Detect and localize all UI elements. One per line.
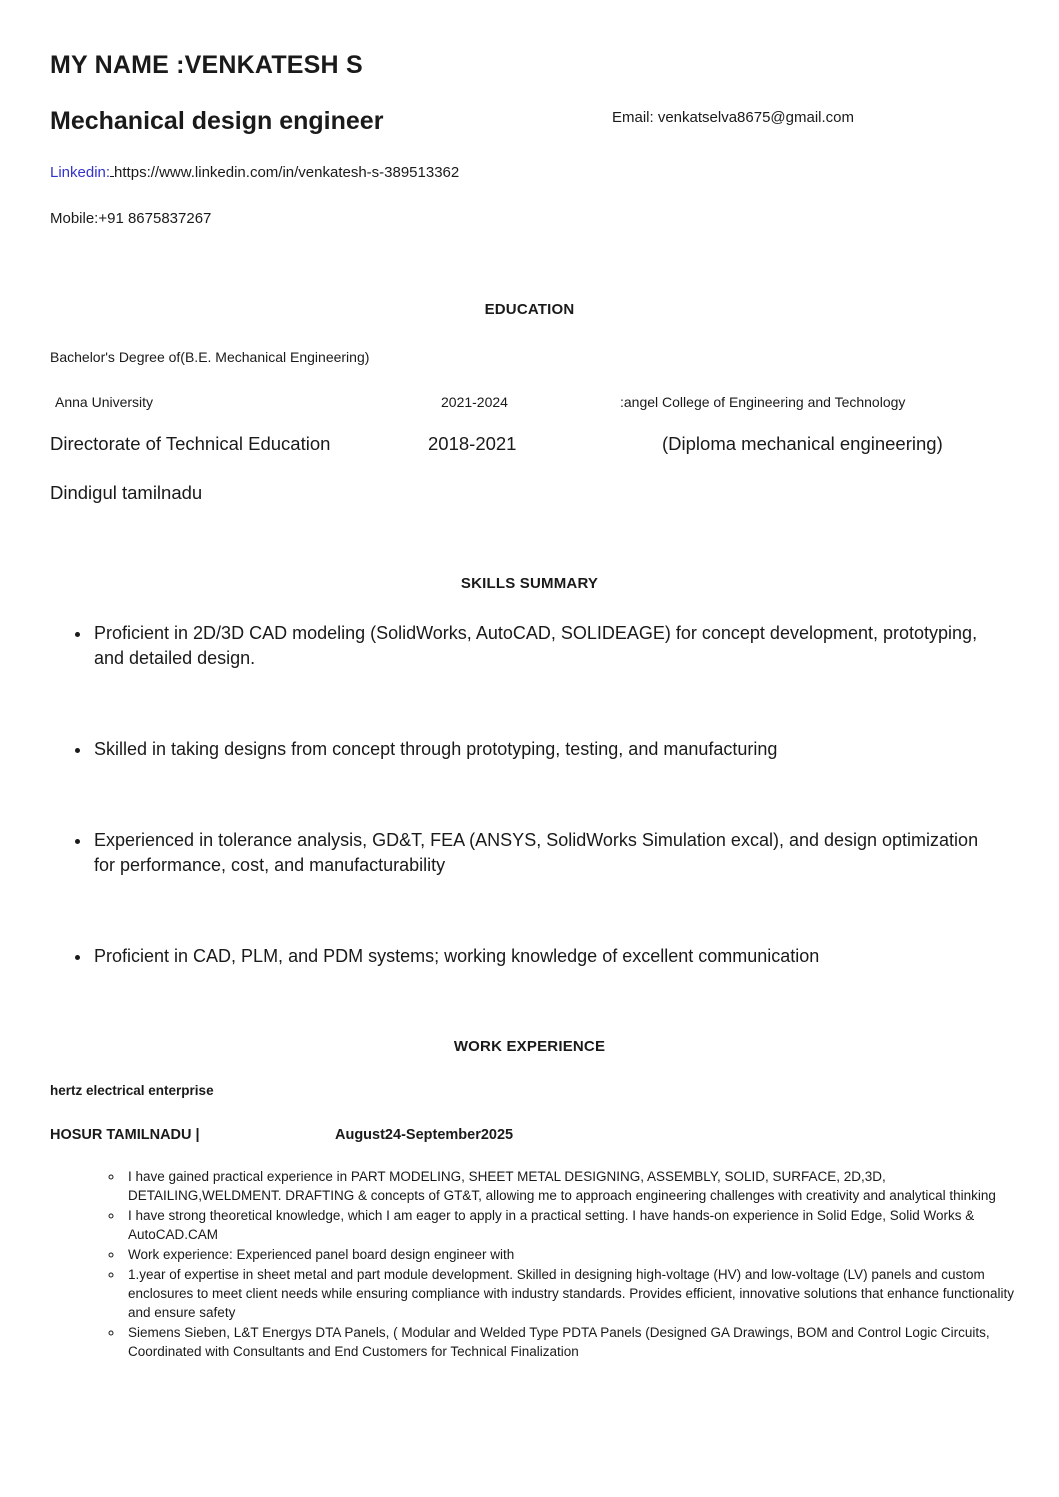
linkedin-link-label[interactable]: Linkedin: <box>50 164 111 181</box>
education-years: 2021-2024 <box>441 394 508 410</box>
linkedin-url[interactable]: https://www.linkedin.com/in/venkatesh-s-389513362 <box>114 164 460 181</box>
work-location: HOSUR TAMILNADU | <box>50 1127 200 1143</box>
work-bullet: ◦ I have strong theoretical knowledge, which I am eager to apply in a practical setting. I have hands-on experience in Solid Edge, Solid Works & AutoCAD.CAM <box>124 1206 1014 1244</box>
work-dates: August24-September2025 <box>335 1127 514 1143</box>
work-bullet: ◦ Work experience: Experienced panel board design engineer with <box>124 1245 1014 1264</box>
linkedin-line <box>50 163 1009 183</box>
skill-item: • Proficient in CAD, PLM, and PDM systems; working knowledge of excellent communication <box>92 944 997 969</box>
degree-line: Bachelor's Degree of(B.E. Mechanical Engineering) <box>50 349 370 365</box>
education-row-university <box>50 393 1009 411</box>
skill-item: • Skilled in taking designs from concept through prototyping, testing, and manufacturing <box>92 737 997 762</box>
education-row-diploma <box>50 432 1009 455</box>
skill-item: • Experienced in tolerance analysis, GD&T, FEA (ANSYS, SolidWorks Simulation excal), and design optimization for performance, cost, and manufacturability <box>92 828 997 878</box>
education-years: 2018-2021 <box>428 433 517 454</box>
work-section-heading: WORK EXPERIENCE <box>453 1038 606 1055</box>
role-title: Mechanical design engineer <box>50 107 384 135</box>
email-text: Email: venkatselva8675@gmail.com <box>612 109 854 126</box>
mobile-line: Mobile:+91 8675837267 <box>50 210 212 227</box>
work-bullet: ◦ Siemens Sieben, L&T Energys DTA Panels, ( Modular and Welded Type PDTA Panels (Designed GA Drawings, BOM and Control Logic Circuits, Coordinated with Consultants and End Customers for Technical Finalization <box>124 1323 1014 1361</box>
education-location: Dindigul tamilnadu <box>50 482 203 503</box>
skill-item: • Proficient in 2D/3D CAD modeling (SolidWorks, AutoCAD, SOLIDEAGE) for concept development, prototyping, and detailed design. <box>92 621 997 671</box>
role-title-row <box>50 106 1009 136</box>
work-bullet-list <box>50 1167 1014 1361</box>
education-section-heading: EDUCATION <box>484 301 575 318</box>
work-bullet: ◦ I have gained practical experience in PART MODELING, SHEET METAL DESIGNING, ASSEMBLY, SOLID, SURFACE, 2D,3D, DETAILING,WELDMENT. DRAFTING & concepts of GT&T, allowing me to approach engineering challenges with creativity and analytical thinking <box>124 1167 1014 1205</box>
skills-list <box>50 621 997 969</box>
institution-name: Anna University <box>55 394 154 410</box>
work-meta-row <box>50 1126 1009 1144</box>
company-name: hertz electrical enterprise <box>50 1083 214 1098</box>
candidate-name: MY NAME :VENKATESH S <box>50 51 363 79</box>
education-detail: (Diploma mechanical engineering) <box>662 433 943 454</box>
skills-section-heading: SKILLS SUMMARY <box>460 575 599 592</box>
institution-name: Directorate of Technical Education <box>50 433 331 454</box>
education-detail: :angel College of Engineering and Technology <box>620 394 906 410</box>
work-bullet: ◦ 1.year of expertise in sheet metal and part module development. Skilled in designing high-voltage (HV) and low-voltage (LV) panels and custom enclosures to meet client needs while ensuring compliance with industry standards. Provides efficient, innovative solutions that enhance functionality and ensure safety <box>124 1265 1014 1322</box>
